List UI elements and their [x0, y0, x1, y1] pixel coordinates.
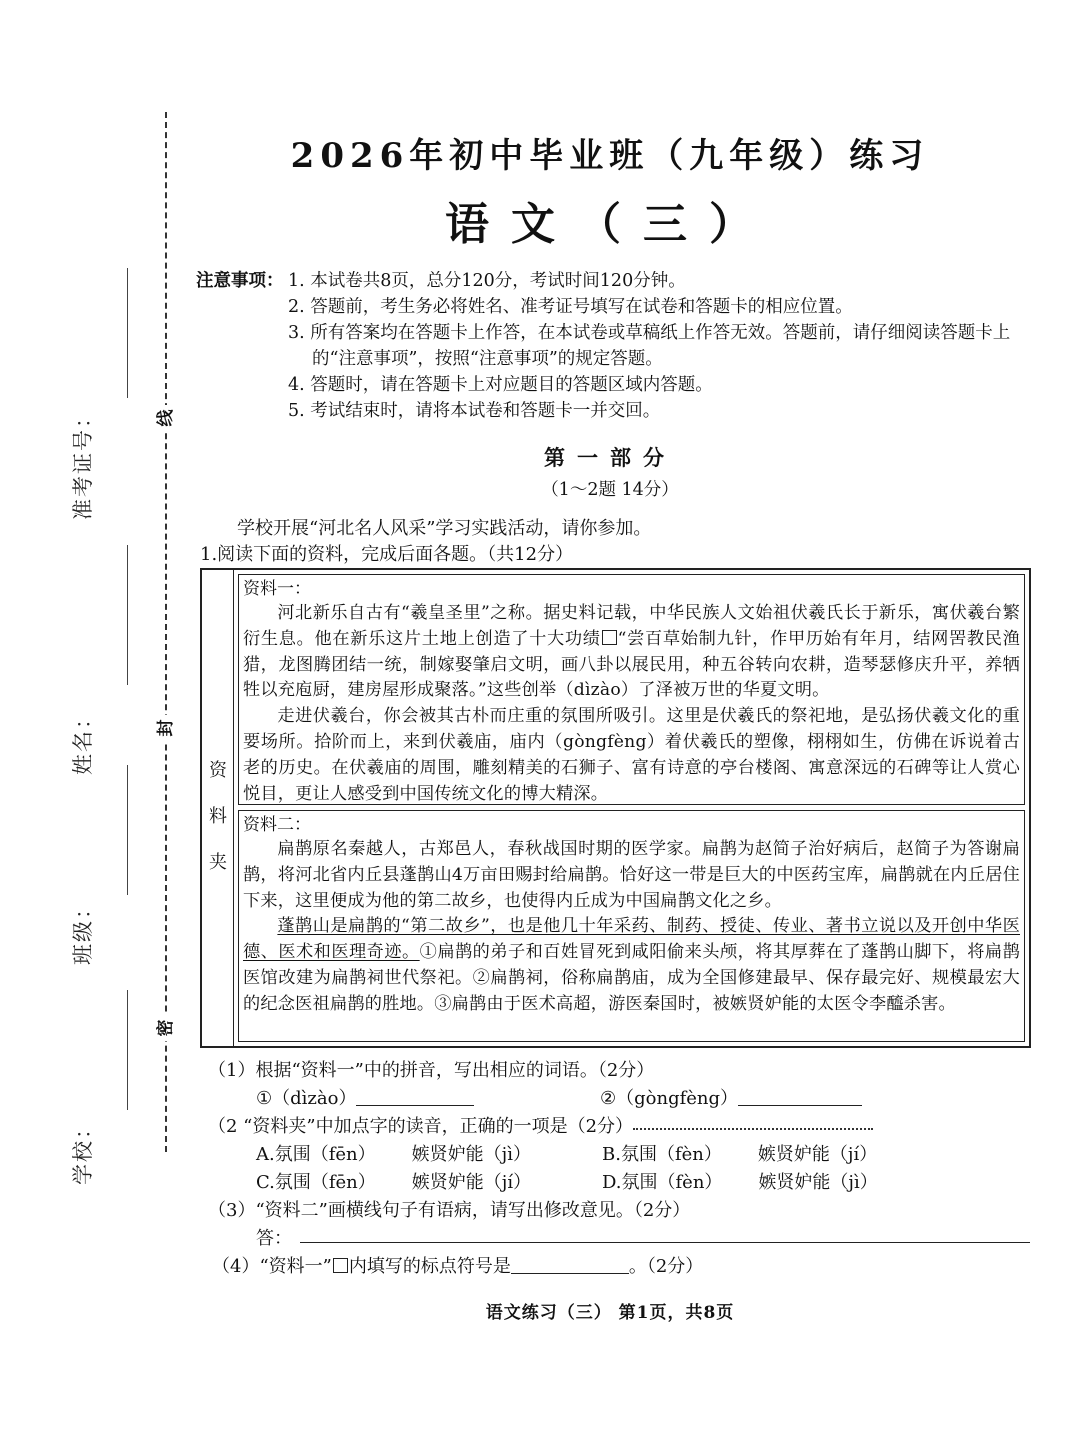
notes-label: 注意事项：	[196, 271, 284, 291]
section-1-paragraph-2: 走进伏羲台，你会被其古朴而庄重的氛围所吸引。这里是伏羲氏的祭祀地，是弘扬伏羲文化的重要场所。拾阶而上，来到伏羲庙，庙内（gòngfèng）着伏羲氏的塑像，栩栩如生，仿佛在诉说着古老的历史。在伏羲庙的周围，雕刻精美的石狮子、富有诗意的亭台楼阁、寓意深远的石碑等让人赏心悦目，更让人感受到中国传统文化的博大精深。	[243, 706, 1020, 804]
school-line[interactable]	[127, 990, 128, 1110]
paragraph-text: ①扁鹊的弟子和百姓冒死到咸阳偷来头颅，将其厚葬在了蓬鹊山脚下，将扁鹊医馆改建为扁鹊祠世代祭祀。②扁鹊祠，俗称扁鹊庙，成为全国修建最早、保存最完好、规模最宏大的纪念医祖扁鹊的胜地。③扁鹊由于医术高超，游医秦国时，被嫉贤妒能的太医令李醯杀害。	[243, 942, 1020, 1014]
option-word-1: 氛围（fēn）	[274, 1172, 376, 1193]
option-word-1: 氛围（fēn）	[274, 1144, 376, 1165]
answer-line[interactable]	[300, 1242, 1030, 1243]
class-label: 班级：	[71, 896, 95, 965]
note-item: 1. 本试卷共8页，总分120分，考试时间120分钟。	[288, 271, 686, 291]
option-word-1: 氛围（fèn）	[620, 1144, 722, 1165]
seal-mark-line: 线	[156, 405, 176, 431]
section-1-paragraph-1	[243, 601, 1020, 704]
material-box	[200, 568, 1031, 1048]
class-line[interactable]	[127, 765, 128, 895]
material-box-label-column	[202, 570, 234, 1046]
option-letter: B.	[602, 1144, 621, 1165]
subquestion-4-start: （4）“资料一”	[212, 1256, 332, 1277]
subquestion-3: （3）“资料二”画横线句子有语病，请写出修改意见。（2分）	[208, 1200, 691, 1221]
activity-intro: 学校开展“河北名人风采”学习实践活动，请你参加。	[237, 518, 652, 539]
option-letter: D.	[602, 1172, 622, 1193]
pinyin-prompt: ②（gòngfèng）	[600, 1088, 739, 1109]
exam-number-field	[62, 400, 102, 520]
answer-blank[interactable]	[511, 1257, 629, 1274]
label-char: 资	[209, 760, 227, 781]
note-item: 3. 所有答案均在答题卡上作答，在本试卷或草稿纸上作答无效。答题前，请仔细阅读答题卡上的“注意事项”，按照“注意事项”的规定答题。	[288, 323, 1011, 369]
answer-label: 答：	[256, 1228, 292, 1249]
seal-mark-secret: 密	[156, 1015, 176, 1041]
name-label: 姓名：	[71, 706, 95, 775]
class-field	[62, 845, 102, 965]
exam-number-label: 准考证号：	[71, 405, 95, 520]
notes-section	[196, 268, 1036, 424]
question-1-title: 1.阅读下面的资料，完成后面各题。（共12分）	[200, 544, 574, 565]
subquestion-2-text: （2 “资料夹”中加点字的读音，正确的一项是（2分）	[208, 1116, 634, 1137]
section-2-paragraph-2	[243, 914, 1020, 1017]
option-word-2: 嫉贤妒能（jì）	[411, 1144, 531, 1165]
pinyin-prompt: ①（dìzào）	[256, 1088, 357, 1109]
note-item: 5. 考试结束时，请将本试卷和答题卡一并交回。	[288, 401, 661, 421]
exam-title: 2026年初中毕业班（九年级）练习	[290, 136, 930, 176]
section-2-label: 资料二：	[243, 815, 311, 835]
option-word-2: 嫉贤妒能（jì）	[758, 1172, 878, 1193]
material-box-label	[202, 748, 234, 886]
option-c[interactable]	[256, 1168, 531, 1194]
page-footer: 语文练习（三） 第1页，共8页	[485, 1303, 735, 1323]
subquestion-1-item-b	[600, 1084, 862, 1110]
name-field	[62, 655, 102, 775]
subquestion-1: （1）根据“资料一”中的拼音，写出相应的词语。（2分）	[208, 1060, 655, 1081]
underlined-sentence: 蓬鹊山是扁鹊的“第二故乡”，也是他几十年采药、制药、授徒、传业、著书立说以及开创中华医德、医术和医理奇迹。	[243, 916, 1020, 963]
option-a[interactable]	[256, 1140, 531, 1166]
option-word-2: 嫉贤妒能（jí）	[411, 1172, 532, 1193]
material-section-1	[238, 574, 1025, 805]
note-item: 2. 答题前，考生务必将姓名、准考证号填写在试卷和答题卡的相应位置。	[288, 297, 853, 317]
option-word-2: 嫉贤妒能（jí）	[757, 1144, 878, 1165]
name-line[interactable]	[127, 545, 128, 685]
paragraph-text: “尝百草始制九针，作甲历始有年月，结网罟教民渔猎，龙图腾团结一统，制嫁娶肇启文明，画八卦以展民用，种五谷转向农耕，造琴瑟修庆升平，养牺牲以充庖厨，建房屋形成聚落。”这些创举（dìzào）了泽被万世的华夏文明。	[243, 628, 1020, 701]
school-field	[62, 1065, 102, 1185]
subquestion-4-end: 内填写的标点符号是	[348, 1256, 511, 1277]
material-content	[234, 570, 1029, 1046]
section-2-paragraph-1: 扁鹊原名秦越人，古郑邑人，春秋战国时期的医学家。扁鹊为赵简子治好病后，赵简子为答谢扁鹊，将河北省内丘县蓬鹊山4万亩田赐封给扁鹊。恰好这一带是巨大的中医药宝库，扁鹊就在内丘居住下来，这里便成为他的第二故乡，也使得内丘成为中国扁鹊文化之乡。	[243, 839, 1020, 911]
option-d[interactable]	[602, 1168, 878, 1194]
punctuation-blank-box	[602, 630, 617, 645]
option-letter: C.	[256, 1172, 275, 1193]
subquestion-4	[212, 1252, 703, 1278]
label-char: 料	[209, 806, 227, 827]
notes-list	[288, 268, 1036, 424]
part-title: 第一部分	[544, 445, 676, 470]
subquestion-1-item-a	[256, 1084, 474, 1110]
exam-number-line[interactable]	[127, 268, 128, 398]
note-item: 4. 答题时，请在答题卡上对应题目的答题区域内答题。	[288, 375, 713, 395]
answer-blank[interactable]	[738, 1089, 862, 1106]
answer-blank[interactable]	[356, 1089, 474, 1106]
paragraph-text: 河北新乐自古有“羲皇圣里”之称。据史料记载，中华民族人文始祖伏羲氏长于新乐，寓伏羲台繁衍生息。他在新乐这片土地上创造了十大功绩	[243, 603, 1020, 649]
leader-dots	[633, 1114, 873, 1130]
option-letter: A.	[256, 1144, 275, 1165]
exam-subject: 语文（三）	[445, 199, 775, 250]
seal-dashed-line	[165, 112, 167, 1152]
option-b[interactable]	[602, 1140, 877, 1166]
school-label: 学校：	[71, 1116, 95, 1185]
section-1-label: 资料一：	[243, 579, 311, 599]
option-word-1: 氛围（fèn）	[621, 1172, 723, 1193]
material-section-2	[238, 810, 1025, 1042]
seal-mark-seal: 封	[156, 715, 176, 741]
subquestion-4-tail: 。（2分）	[628, 1256, 704, 1277]
label-char: 夹	[209, 852, 227, 873]
subquestion-2	[208, 1112, 873, 1138]
part-range: （1～2题 14分）	[541, 480, 679, 500]
punctuation-box-icon	[333, 1258, 348, 1273]
